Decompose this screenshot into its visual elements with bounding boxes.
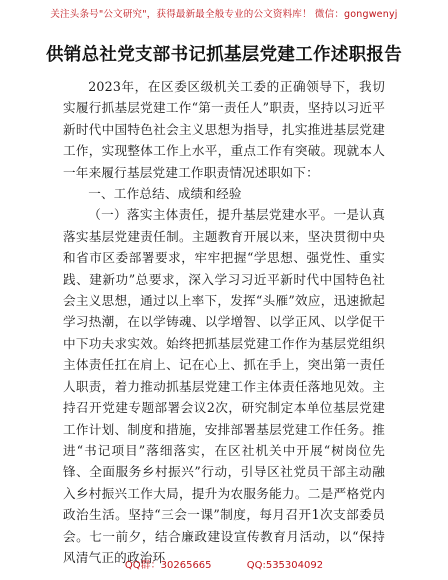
document-title: 供销总社党支部书记抓基层党建工作述职报告 — [46, 45, 402, 65]
qq-text: QQ:535304092 — [246, 560, 324, 571]
section-heading: 一、工作总结、成绩和经验 — [88, 186, 242, 202]
promo-banner: 关注头条号"公文研究"，获得最新最全般专业的公文资料库！ 微信：gongwenyj — [50, 9, 398, 20]
intro-paragraph: 2023年，在区委区级机关工委的正确领导下，我切实履行抓基层党建工作“第一责任人”职责，坚持以习近平新时代中国特色社会主义思想为指导，扎实推进基层党建工作，实现整体工作上水平，重点工作有突破。现就本人一年来履行基层党建工作职责情况述职如下： — [63, 79, 385, 180]
qq-group-text: QQ群：30265665 — [124, 560, 212, 571]
document-body — [63, 76, 385, 568]
contact-footer — [0, 556, 448, 571]
body-paragraph: （一）落实主体责任，提升基层党建水平。一是认真落实基层党建责任制。主题教育开展以来，坚决贯彻中央和省市区委部署要求，牢牢把握“学思想、强党性、重实践、建新功”总要求，深入学习习近平新时代中国特色社会主义思想，通过以上率下，发挥“头雁”效应，迅速掀起学习热潮，在以学铸魂、以学增智、以学正风、以学促干中下功夫求实效。始终把抓基层党建工作作为基层党组织主体责任扛在肩上、记在心上、抓在手上，突出第一责任人职责，着力推动抓基层党建工作主体责任落地见效。主持召开党建专题部署会议2次，研究制定本单位基层党建工作计划、制度和措施，安排部署基层党建工作任务。推进“书记项目”落细落实，在区社机关中开展“树岗位先锋、全面服务乡村振兴”行动，引导区社党员干部主动融入乡村振兴工作大局，提升为农服务能力。二是严格党内政治生活。坚持“三会一课”制度，每月召开1次支部委员会。七一前夕，结合廉政建设宣传教育月活动，以“保持风清气正的政治环 — [63, 207, 385, 565]
